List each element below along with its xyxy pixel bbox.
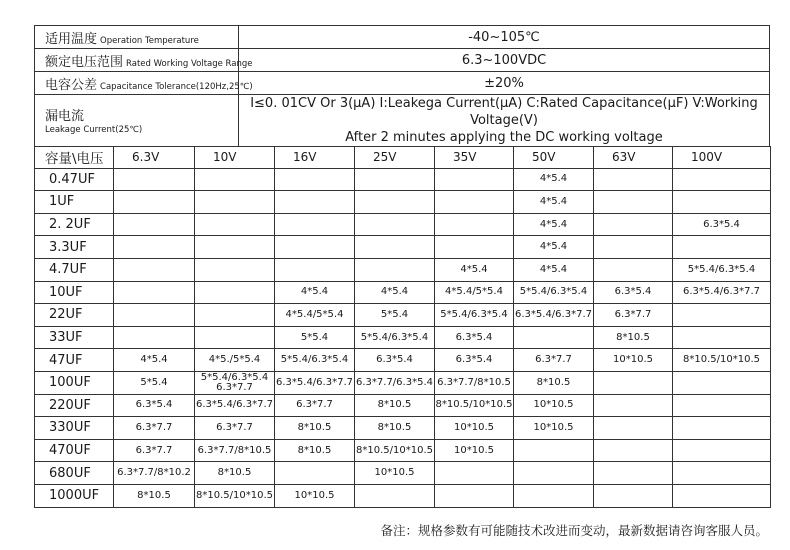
case-size-cell: 4*5.4 [114,349,195,372]
case-size-cell: 8*10.5/10*10.5 [195,484,275,507]
case-size-cell: 4*5.4 [514,258,594,281]
case-size-cell: 6.3*5.4 [435,349,514,372]
case-size-cell: 4*5.4 [435,258,514,281]
case-size-cell: 4*5.4 [275,281,355,304]
case-size-cell [195,168,275,191]
table-row [35,439,771,462]
table-row [35,191,771,214]
table-row [35,349,771,372]
capacitance-label: 330UF [35,417,114,440]
capacitance-label: 47UF [35,349,114,372]
case-size-cell [594,371,673,394]
case-size-cell: 6.3*5.4 [355,349,435,372]
case-size-cell: 5*5.4/6.3*5.4 [673,258,771,281]
case-size-cell: 6.3*5.4/6.3*7.7 [195,394,275,417]
case-size-cell [275,213,355,236]
case-size-table [34,146,771,508]
case-size-cell: 4*5./5*5.4 [195,349,275,372]
case-size-cell [673,326,771,349]
case-size-cell [275,258,355,281]
capacitance-label: 22UF [35,304,114,327]
case-size-cell [114,191,195,214]
capacitance-label: 1000UF [35,484,114,507]
case-size-cell [594,462,673,485]
case-size-cell [275,168,355,191]
label-en: Leakage Current(25℃) [45,125,143,135]
label-en: Operation Temperature [100,35,199,46]
case-size-cell [673,439,771,462]
label-en: Capacitance Tolerance(120Hz,25℃) [100,81,253,92]
case-size-cell: 6.3*7.7 [275,394,355,417]
case-size-cell: 6.3*7.7 [195,417,275,440]
case-size-cell: 6.3*7.7 [594,304,673,327]
case-size-cell: 5*5.4/6.3*5.4 [355,326,435,349]
case-size-cell: 6.3*5.4/6.3*7.7 [673,281,771,304]
label-zh: 电容公差 [45,77,98,93]
case-size-cell: 6.3*5.4 [594,281,673,304]
table-row [35,371,771,394]
case-size-cell: 5*5.4/6.3*5.4 [435,304,514,327]
case-size-cell [195,326,275,349]
case-size-cell [355,213,435,236]
case-size-cell: 4*5.4 [514,236,594,259]
voltage-header: 6.3V [114,147,195,169]
spec-label [35,72,253,95]
case-size-cell [673,191,771,214]
table-row [35,213,771,236]
case-size-cell [435,191,514,214]
case-size-cell: 6.3*7.7/8*10.2 [114,462,195,485]
case-size-cell: 8*10.5/10*10.5 [355,439,435,462]
table-row [35,304,771,327]
case-size-cell [195,213,275,236]
case-size-cell: 6.3*5.4 [673,213,771,236]
case-size-cell [435,484,514,507]
case-size-cell [355,236,435,259]
case-size-cell [673,304,771,327]
leakage-condition: After 2 minutes applying the DC working voltage [345,130,663,145]
spec-value-temperature: -40~105℃ [239,26,770,49]
capacitance-label: 2. 2UF [35,213,114,236]
case-size-cell [275,236,355,259]
case-size-cell [355,168,435,191]
spec-row-leakage [35,95,770,147]
case-size-cell [355,191,435,214]
spec-label [35,49,253,72]
case-size-cell: 10*10.5 [594,349,673,372]
case-size-cell [195,236,275,259]
case-size-cell: 8*10.5 [275,439,355,462]
case-size-cell: 5*5.4/6.3*5.4 [514,281,594,304]
table-row [35,326,771,349]
case-size-cell: 6.3*7.7 [114,439,195,462]
case-size-cell: 6.3*5.4/6.3*7.7 [514,304,594,327]
case-size-cell: 4*5.4/5*5.4 [435,281,514,304]
case-size-cell [114,213,195,236]
case-size-cell: 8*10.5 [114,484,195,507]
spec-value-voltage: 6.3~100VDC [239,49,770,72]
capacitance-label: 10UF [35,281,114,304]
case-size-cell: 8*10.5 [594,326,673,349]
table-row [35,168,771,191]
case-size-cell [594,484,673,507]
case-size-cell: 4*5.4 [514,191,594,214]
case-size-cell: 5*5.4 [355,304,435,327]
case-size-cell [514,439,594,462]
case-size-cell [195,304,275,327]
voltage-header: 25V [355,147,435,169]
voltage-header: 10V [195,147,275,169]
case-size-cell: 8*10.5/10*10.5 [673,349,771,372]
leakage-formula: I≤0. 01CV Or 3(μA) I:Leakega Current(μA) C:Rated Capacitance(μF) V:Working Voltage(V) [250,96,758,128]
case-size-cell [195,191,275,214]
case-size-cell [673,371,771,394]
table-corner-header: 容量\电压 [35,147,114,169]
case-size-cell [195,258,275,281]
label-zh: 漏电流 [45,109,85,124]
label-en: Rated Working Voltage Range [126,58,253,69]
case-size-cell: 8*10.5 [355,394,435,417]
case-size-cell [435,213,514,236]
case-size-cell: 8*10.5 [355,417,435,440]
case-size-cell: 10*10.5 [514,394,594,417]
case-size-cell [275,191,355,214]
case-size-cell [594,417,673,440]
case-size-cell: 8*10.5 [514,371,594,394]
table-row [35,258,771,281]
case-size-cell [114,304,195,327]
case-size-cell: 6.3*7.7 [514,349,594,372]
spec-value-leakage [239,95,770,147]
case-size-cell [673,236,771,259]
case-size-cell [594,168,673,191]
case-size-cell: 5*5.4 [275,326,355,349]
case-size-cell [114,236,195,259]
footer-note: 备注：规格参数有可能随技术改进而变动，最新数据请咨询客服人员。 [380,523,768,538]
capacitance-label: 33UF [35,326,114,349]
case-size-cell [673,462,771,485]
voltage-header: 63V [594,147,673,169]
case-size-cell: 10*10.5 [435,417,514,440]
spec-label [35,95,239,147]
case-size-cell [355,258,435,281]
table-row [35,394,771,417]
case-size-cell: 6.3*7.7/6.3*5.4 [355,371,435,394]
case-size-cell: 4*5.4/5*5.4 [275,304,355,327]
capacitance-label: 1UF [35,191,114,214]
case-size-cell [114,258,195,281]
case-size-cell [195,281,275,304]
capacitance-label: 0.47UF [35,168,114,191]
case-size-cell: 10*10.5 [355,462,435,485]
label-zh: 适用温度 [45,31,98,47]
case-size-cell: 4*5.4 [355,281,435,304]
label-zh: 额定电压范围 [45,54,124,70]
case-size-cell: 6.3*7.7/8*10.5 [435,371,514,394]
case-size-cell [514,462,594,485]
case-size-cell: 5*5.4/6.3*5.4 [275,349,355,372]
case-size-cell: 4*5.4 [514,168,594,191]
case-size-cell: 8*10.5 [275,417,355,440]
case-size-cell [275,462,355,485]
case-size-cell: 8*10.5/10*10.5 [435,394,514,417]
table-row [35,236,771,259]
table-row [35,281,771,304]
case-size-cell [355,484,435,507]
voltage-header: 35V [435,147,514,169]
capacitance-label: 3.3UF [35,236,114,259]
voltage-header-row [35,147,771,169]
case-size-cell [435,236,514,259]
voltage-header: 16V [275,147,355,169]
voltage-header: 50V [514,147,594,169]
case-size-cell: 6.3*5.4 [435,326,514,349]
case-size-cell: 6.3*7.7/8*10.5 [195,439,275,462]
capacitance-label: 100UF [35,371,114,394]
spec-row-voltage [35,49,770,72]
case-size-cell [435,168,514,191]
case-size-cell [114,168,195,191]
spec-label [35,26,239,49]
spec-table [34,25,770,147]
table-row [35,462,771,485]
case-size-cell: 10*10.5 [514,417,594,440]
case-size-cell: 6.3*5.4 [114,394,195,417]
spec-row-temperature [35,26,770,49]
case-size-cell [594,394,673,417]
capacitance-label: 4.7UF [35,258,114,281]
case-size-cell [673,417,771,440]
case-size-cell: 6.3*7.7 [114,417,195,440]
capacitance-label: 680UF [35,462,114,485]
case-size-cell: 8*10.5 [195,462,275,485]
case-size-cell [594,236,673,259]
capacitance-label: 220UF [35,394,114,417]
case-size-cell [594,439,673,462]
case-size-cell [514,484,594,507]
case-size-cell [114,326,195,349]
case-size-cell: 4*5.4 [514,213,594,236]
case-size-cell [435,462,514,485]
capacitance-label: 470UF [35,439,114,462]
case-size-cell: 5*5.4/6.3*5.4 6.3*7.7 [195,371,275,394]
table-row [35,484,771,507]
table-row [35,417,771,440]
spec-value-tolerance: ±20% [239,72,770,95]
case-size-cell [594,213,673,236]
case-size-cell: 10*10.5 [275,484,355,507]
case-size-cell [114,281,195,304]
case-size-cell [594,258,673,281]
case-size-cell [673,484,771,507]
case-size-cell [594,191,673,214]
case-size-cell: 5*5.4 [114,371,195,394]
case-size-cell [673,394,771,417]
voltage-header: 100V [673,147,771,169]
spec-row-tolerance [35,72,770,95]
case-size-cell: 10*10.5 [435,439,514,462]
case-size-cell [673,168,771,191]
case-size-cell [514,326,594,349]
case-size-cell: 6.3*5.4/6.3*7.7 [275,371,355,394]
